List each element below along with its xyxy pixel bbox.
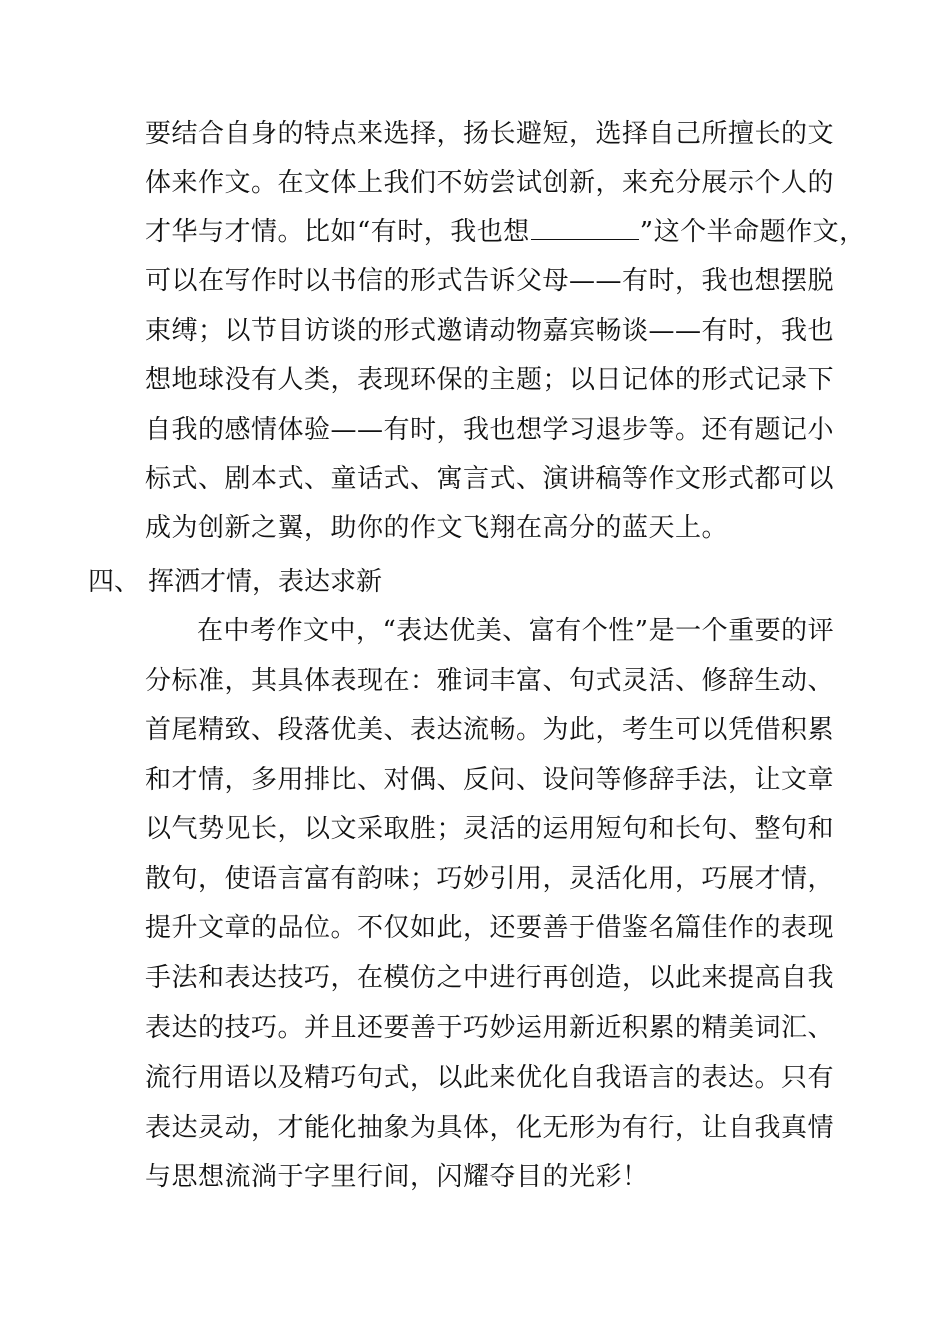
paragraph-line: 散句，使语言富有韵味；巧妙引用，灵活化用，巧展才情， xyxy=(145,864,835,894)
paragraph-line: 首尾精致、段落优美、表达流畅。为此，考生可以凭借积累 xyxy=(145,715,835,745)
paragraph-line-indented: 在中考作文中，“表达优美、富有个性”是一个重要的评 xyxy=(197,616,835,646)
paragraph-line: 标式、剧本式、童话式、寓言式、演讲稿等作文形式都可以 xyxy=(145,464,835,494)
paragraph-line: 表达的技巧。并且还要善于巧妙运用新近积累的精美词汇、 xyxy=(145,1013,835,1043)
paragraph-line-with-blank xyxy=(145,215,866,249)
paragraph-line: 成为创新之翼，助你的作文飞翔在高分的蓝天上。 xyxy=(145,513,729,543)
fill-in-blank xyxy=(531,217,639,240)
paragraph-line-segment: ”这个半命题作文， xyxy=(639,217,866,247)
paragraph-line: 手法和表达技巧，在模仿之中进行再创造，以此来提高自我 xyxy=(145,963,835,993)
paragraph-line: 可以在写作时以书信的形式告诉父母——有时，我也想摆脱 xyxy=(145,266,835,296)
section-number: 四、 xyxy=(88,567,141,597)
paragraph-line-segment: 才华与才情。比如“有时，我也想 xyxy=(145,217,530,247)
paragraph-line: 流行用语以及精巧句式，以此来优化自我语言的表达。只有 xyxy=(145,1063,835,1093)
paragraph-line: 分标准，其具体表现在：雅词丰富、句式灵活、修辞生动、 xyxy=(145,666,835,696)
paragraph-line: 和才情，多用排比、对偶、反问、设问等修辞手法，让文章 xyxy=(145,765,835,795)
paragraph-line: 想地球没有人类，表现环保的主题；以日记体的形式记录下 xyxy=(145,365,835,395)
paragraph-line: 表达灵动，才能化抽象为具体，化无形为有行，让自我真情 xyxy=(145,1113,835,1143)
paragraph-line: 以气势见长，以文采取胜；灵活的运用短句和长句、整句和 xyxy=(145,814,835,844)
paragraph-line: 提升文章的品位。不仅如此，还要善于借鉴名篇佳作的表现 xyxy=(145,913,835,943)
paragraph-line: 自我的感情体验——有时，我也想学习退步等。还有题记小 xyxy=(145,415,835,445)
paragraph-line: 与思想流淌于字里行间，闪耀夺目的光彩！ xyxy=(145,1162,649,1192)
paragraph-line: 束缚；以节目访谈的形式邀请动物嘉宾畅谈——有时，我也 xyxy=(145,316,835,346)
section-title: 挥洒才情，表达求新 xyxy=(148,567,383,597)
paragraph-line: 要结合自身的特点来选择，扬长避短，选择自己所擅长的文 xyxy=(145,119,835,149)
paragraph-line: 体来作文。在文体上我们不妨尝试创新，来充分展示个人的 xyxy=(145,168,835,198)
